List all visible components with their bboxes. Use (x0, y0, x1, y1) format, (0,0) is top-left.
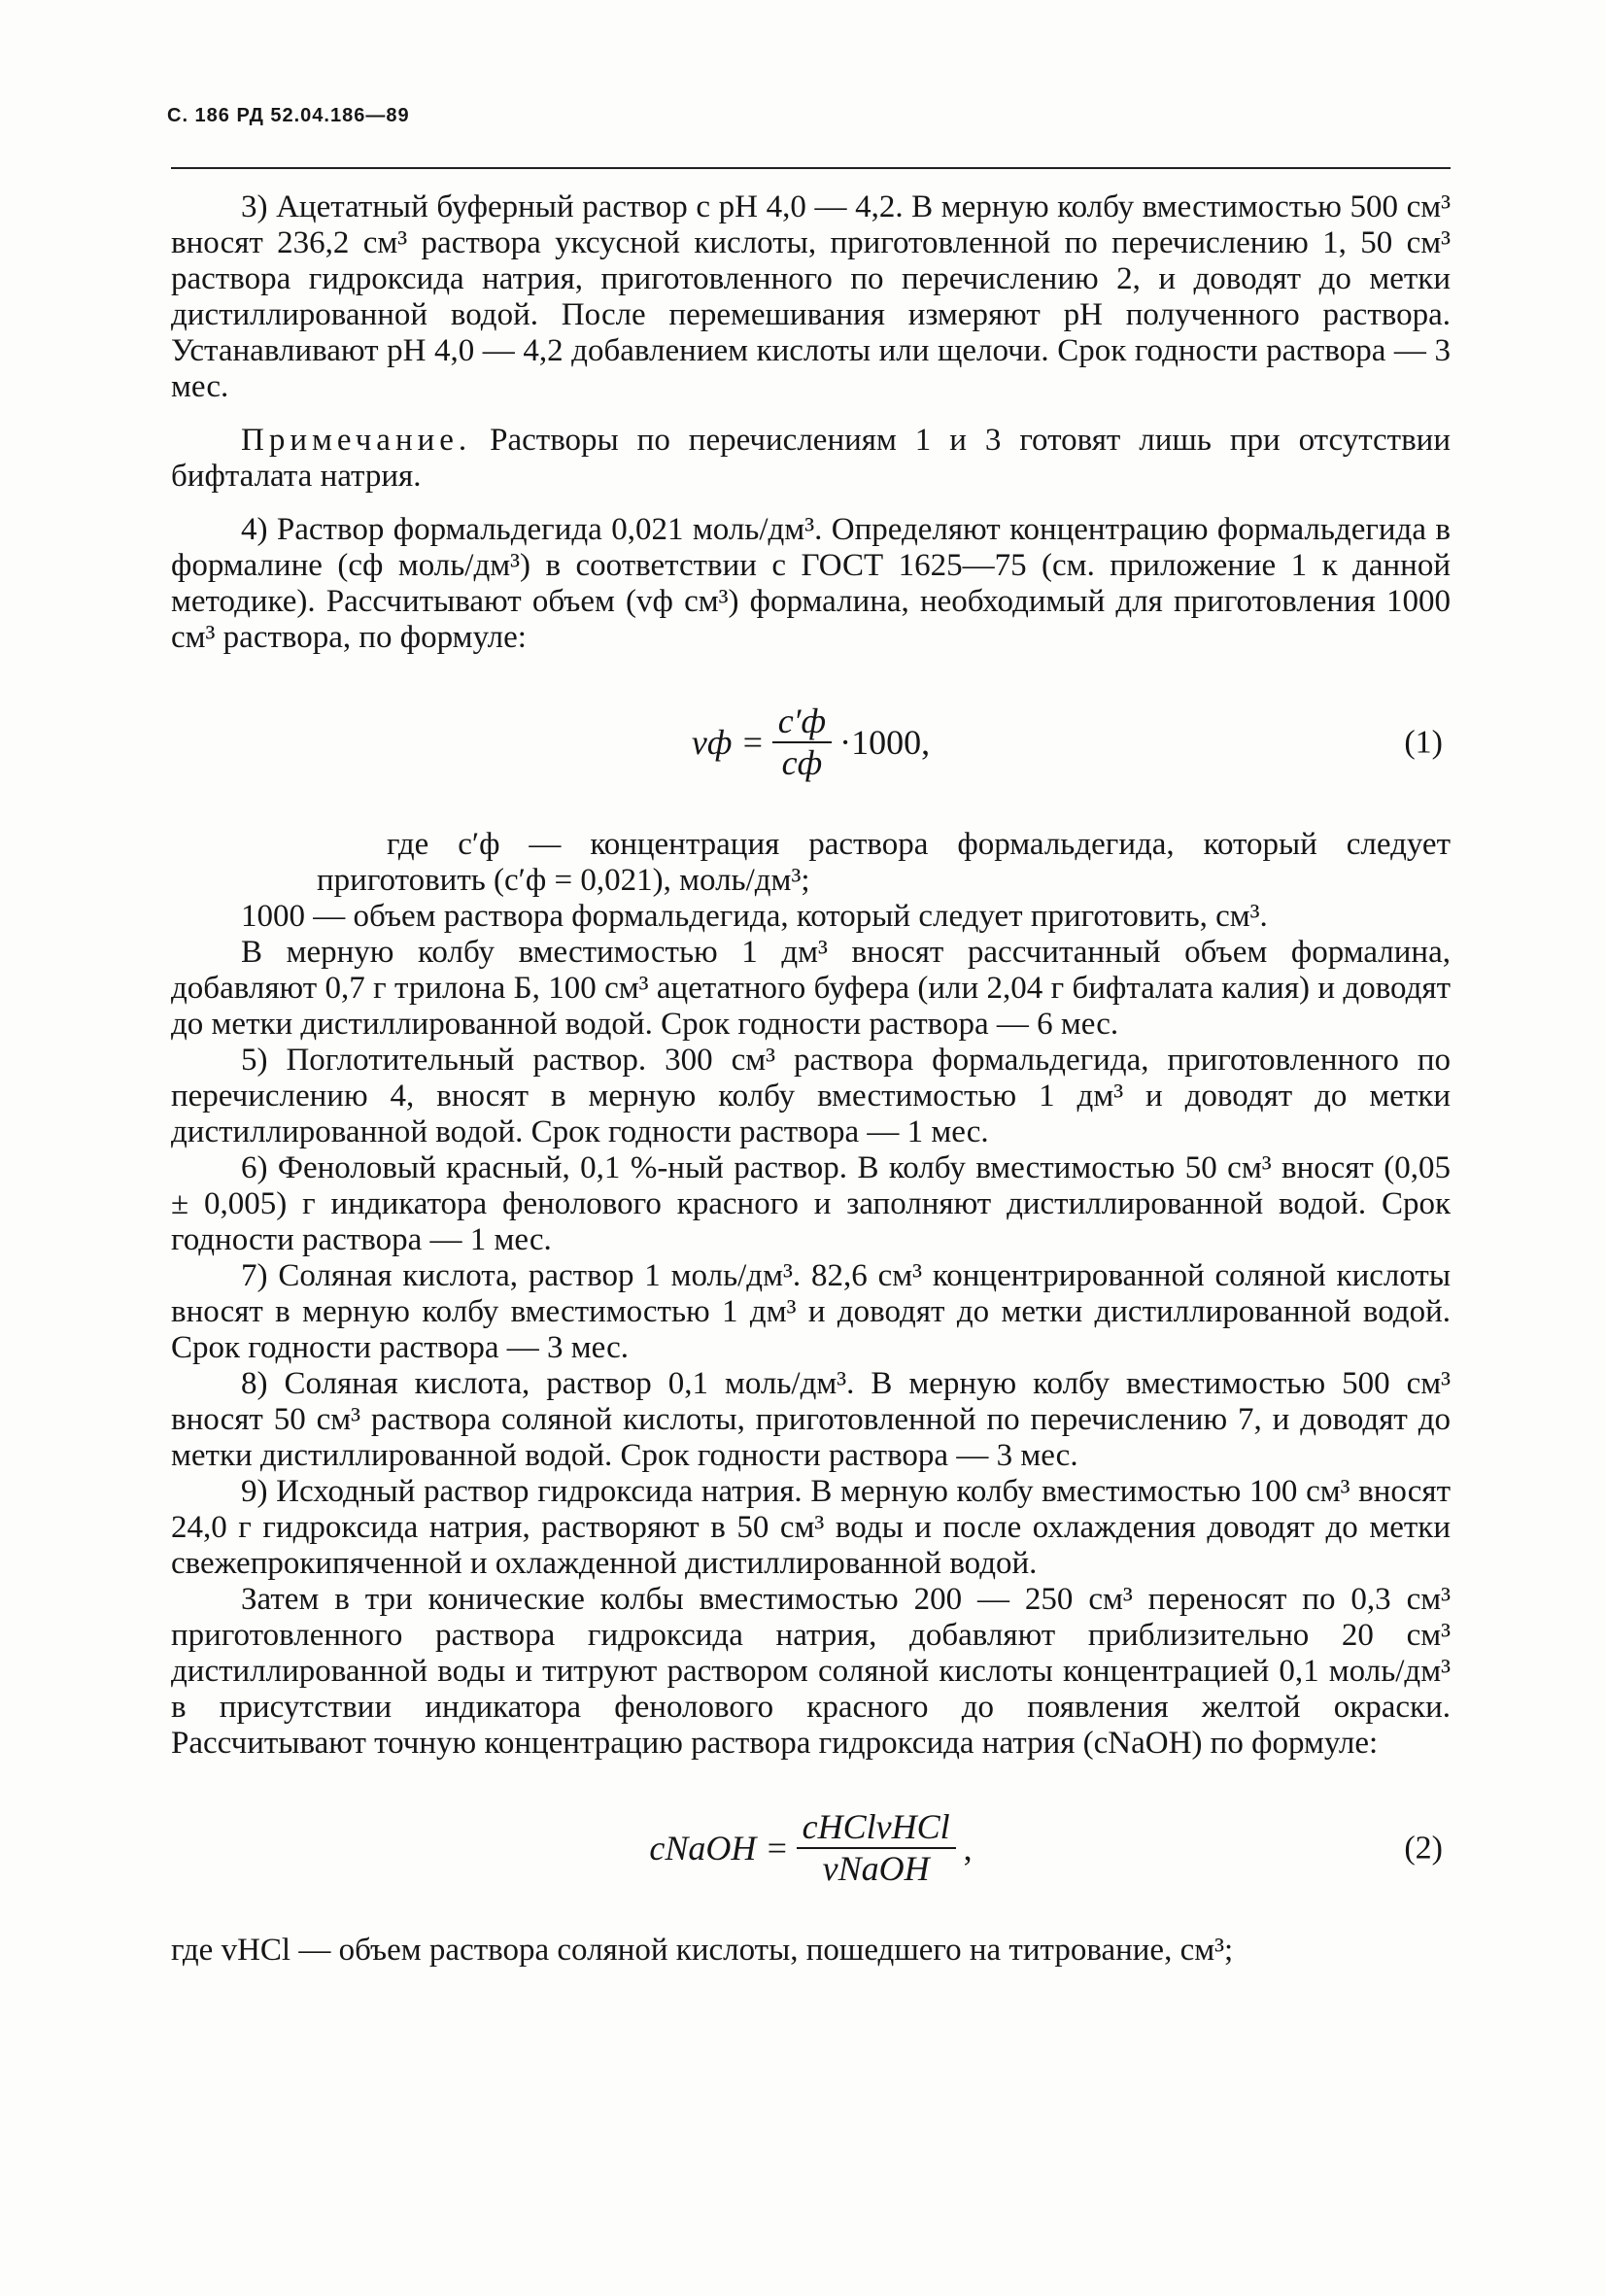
formula-2-denominator: vNaOH (822, 1849, 930, 1888)
formula-2-number: (2) (1404, 1830, 1443, 1867)
formula-2 (171, 1775, 1451, 1921)
where-1-definition-1000: 1000 — объем раствора формальдегида, который следует приготовить, см³. (241, 899, 1268, 934)
formula-1-fraction (772, 703, 832, 781)
formula-1-lhs: vф = (691, 722, 765, 762)
note (171, 423, 1451, 495)
formula-1-denominator: cф (781, 743, 823, 782)
paragraph-naoh-stock: 9) Исходный раствор гидроксида натрия. В мерную колбу вместимостью 100 см³ вносят 24,0 г гидроксида натрия, растворяют в 50 см³ воды и после охлаждения доводят до метки свежепрокипяченной и охлажденной дистиллированной водой. (171, 1474, 1451, 1581)
formula-2-rhs: , (963, 1828, 973, 1868)
formula-1-numerator: c′ф (772, 703, 832, 743)
paragraph-hcl-01m: 8) Соляная кислота, раствор 0,1 моль/дм³. В мерную колбу вместимостью 500 см³ вносят 50 см³ раствора соляной кислоты, приготовленной по перечислению 7, и доводят до метки дистиллированной водой. Срок годности раствора — 3 мес. (171, 1366, 1451, 1473)
formula-2-fraction (797, 1809, 956, 1887)
paragraph-formaldehyde: 4) Раствор формальдегида 0,021 моль/дм³. Определяют концентрацию формальдегида в формалине (cф моль/дм³) в соответствии с ГОСТ 1625—75 (см. приложение 1 к данной методике). Рассчитывают объем (vф см³) формалина, необходимый для приготовления 1000 см³ раствора, по формуле: (171, 512, 1451, 655)
paragraph-naoh-titration: Затем в три конические колбы вместимостью 200 — 250 см³ переносят по 0,3 см³ приготовленного раствора гидроксида натрия, добавляют приблизительно 20 см³ дистиллированной воды и титруют раствором соляной кислоты концентрацией 0,1 моль/дм³ в присутствии индикатора фенолового красного до появления желтой окраски. Рассчитывают точную концентрацию раствора гидроксида натрия (cNaOH) по формуле: (171, 1582, 1451, 1761)
paragraph-acetate-buffer: 3) Ацетатный буферный раствор с рН 4,0 — 4,2. В мерную колбу вместимостью 500 см³ вносят 236,2 см³ раствора уксусной кислоты, приготовленной по перечислению 1, 50 см³ раствора гидроксида натрия, приготовленного по перечислению 2, и доводят до метки дистиллированной водой. После перемешивания измеряют рН полученного раствора. Устанавливают рН 4,0 — 4,2 добавлением кислоты или щелочи. Срок годности раствора — 3 мес. (171, 189, 1451, 404)
paragraph-absorbing-solution: 5) Поглотительный раствор. 300 см³ раствора формальдегида, приготовленного по перечислению 4, вносят в мерную колбу вместимостью 1 дм³ и доводят до метки дистиллированной водой. Срок годности раствора — 1 мес. (171, 1043, 1451, 1149)
formula-1 (171, 669, 1451, 815)
formula-2-numerator: cHClvHCl (797, 1809, 956, 1849)
where-1-definition: где c′ф — концентрация раствора формальдегида, который следует приготовить (c′ф = 0,021), моль/дм³; (317, 827, 1451, 898)
formula-2-lhs: cNaOH = (649, 1828, 789, 1868)
document-body (171, 189, 1451, 1969)
paragraph-hcl-1m: 7) Соляная кислота, раствор 1 моль/дм³. 82,6 см³ концентрированной соляной кислоты вносят в мерную колбу вместимостью 1 дм³ и доводят до метки дистиллированной водой. Срок годности раствора — 3 мес. (171, 1258, 1451, 1365)
note-label: Примечание. (241, 423, 472, 458)
paragraph-phenol-red: 6) Феноловый красный, 0,1 %-ный раствор. В колбу вместимостью 50 см³ вносят (0,05 ± 0,005) г индикатора фенолового красного и заполняют дистиллированной водой. Срок годности раствора — 1 мес. (171, 1150, 1451, 1257)
formula-1-rhs: ·1000, (839, 722, 931, 762)
page-header: С. 186 РД 52.04.186—89 (167, 105, 410, 126)
paragraph-formaldehyde-preparation: В мерную колбу вместимостью 1 дм³ вносят рассчитанный объем формалина, добавляют 0,7 г трилона Б, 100 см³ ацетатного буфера (или 2,04 г бифталата калия) и доводят до метки дистиллированной водой. Срок годности раствора — 6 мес. (171, 935, 1451, 1042)
where-2-definition: где vHCl — объем раствора соляной кислоты, пошедшего на титрование, см³; (171, 1933, 1234, 1968)
header-rule (171, 167, 1451, 169)
note-text: Растворы по перечислениям 1 и 3 готовят лишь при отсутствии бифталата натрия. (171, 423, 1451, 494)
formula-1-number: (1) (1404, 724, 1443, 761)
